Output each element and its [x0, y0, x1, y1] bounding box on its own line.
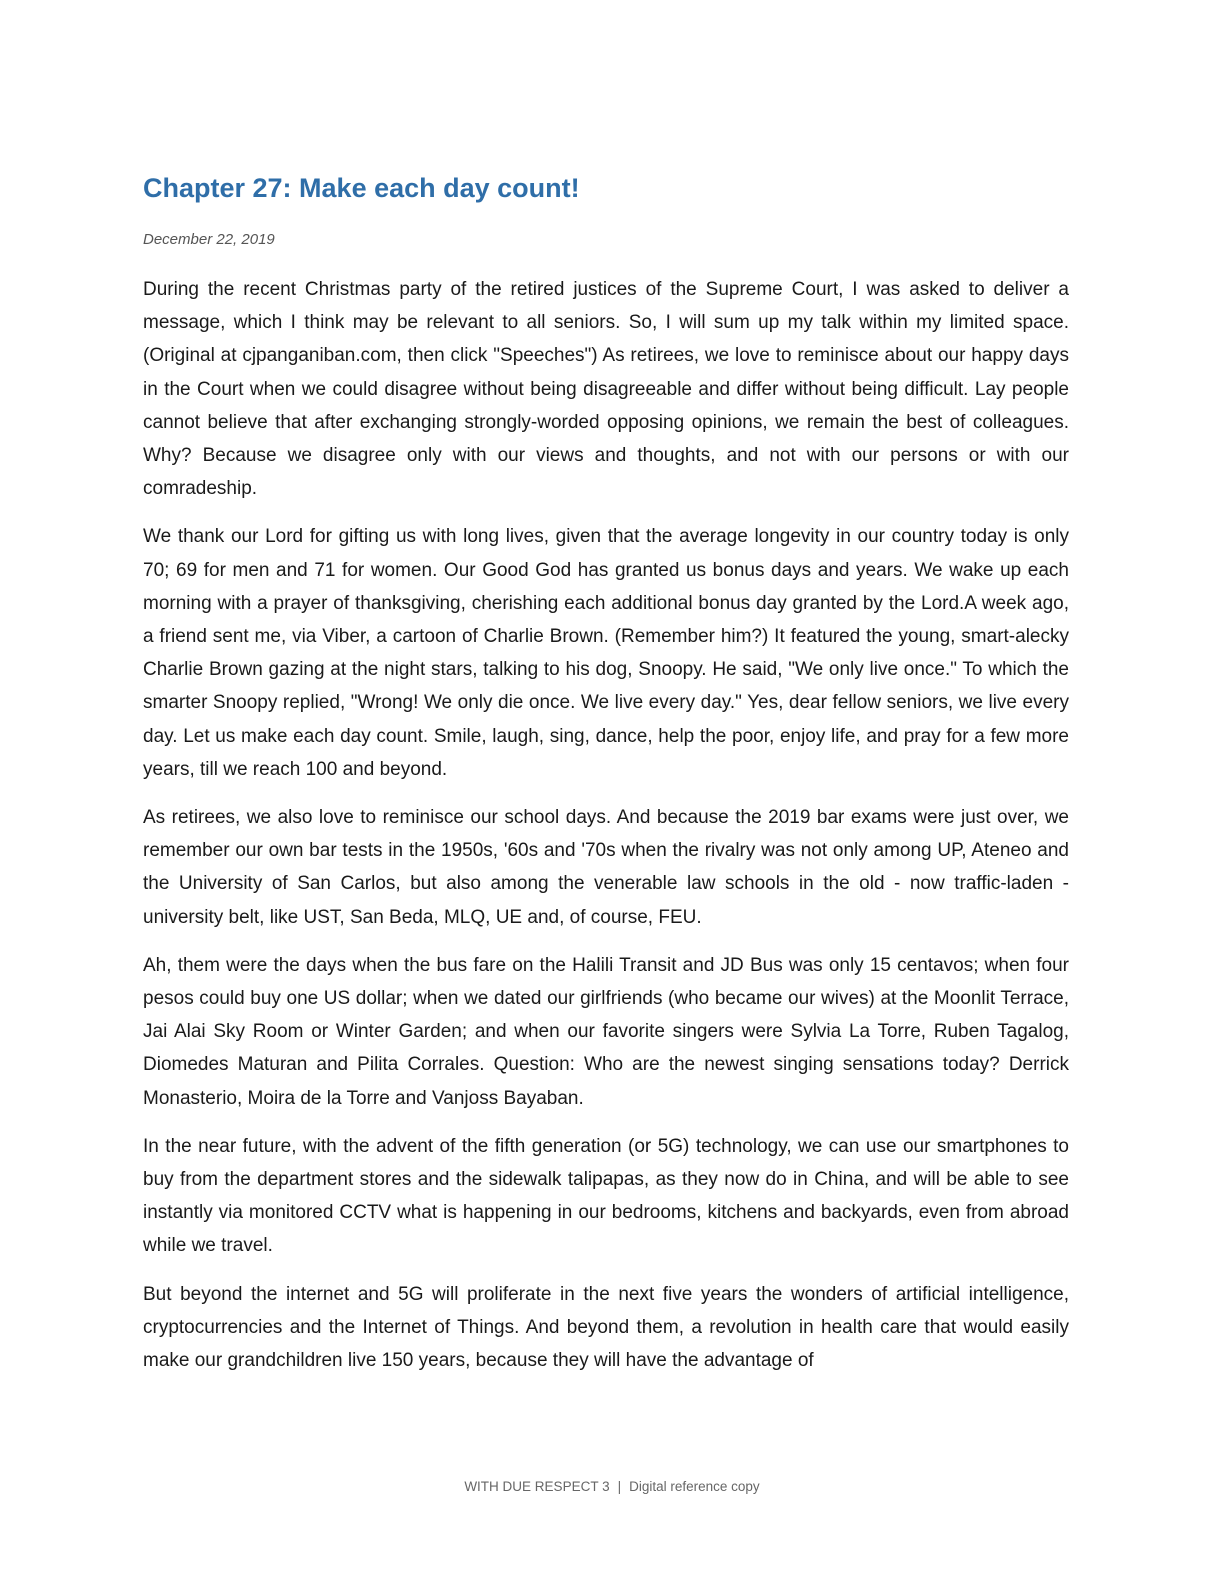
page-footer — [0, 1479, 1224, 1494]
chapter-body — [143, 273, 1069, 1392]
body-paragraph: Ah, them were the days when the bus fare on the Halili Transit and JD Bus was only 15 centavos; when four pesos could buy one US dollar; when we dated our girlfriends (who became our wives) at the Moonlit Terrace, Jai Alai Sky Room or Winter Garden; and when our favorite singers were Sylvia La Torre, Ruben Tagalog, Diomedes Maturan and Pilita Corrales. Question: Who are the newest singing sensations today? Derrick Monasterio, Moira de la Torre and Vanjoss Bayaban. — [143, 954, 1069, 1109]
body-paragraph: In the near future, with the advent of the fifth generation (or 5G) technology, we can use our smartphones to buy from the department stores and the sidewalk talipapas, as they now do in China, and will be able to see instantly via monitored CCTV what is happening in our bedrooms, kitchens and backyards, even from abroad while we travel. — [143, 1135, 1069, 1257]
chapter-title: Chapter 27: Make each day count! — [143, 173, 580, 203]
body-paragraph: During the recent Christmas party of the retired justices of the Supreme Court, I was asked to deliver a message, which I think may be relevant to all seniors. So, I will sum up my talk within my limited space. (Original at cjpanganiban.com, then click "Speeches") As retirees, we love to reminisce about our happy days in the Court when we could disagree without being disagreeable and differ without being difficult. Lay people cannot believe that after exchanging strongly-worded opposing opinions, we remain the best of colleagues. Why? Because we disagree only with our views and thoughts, and not with our persons or with our comradeship. — [143, 279, 1069, 500]
chapter-date: December 22, 2019 — [143, 231, 275, 248]
footer-separator: | — [617, 1479, 622, 1494]
footer-book-title: WITH DUE RESPECT 3 — [464, 1479, 610, 1494]
body-paragraph: We thank our Lord for gifting us with long lives, given that the average longevity in our country today is only 70; 69 for men and 71 for women. Our Good God has granted us bonus days and years. We wake up each morning with a prayer of thanksgiving, cherishing each additional bonus day granted by the Lord.A week ago, a friend sent me, via Viber, a cartoon of Charlie Brown. (Remember him?) It featured the young, smart-alecky Charlie Brown gazing at the night stars, talking to his dog, Snoopy. He said, "We only live once." To which the smarter Snoopy replied, "Wrong! We only die once. We live every day." Yes, dear fellow seniors, we live every day. Let us make each day count. Smile, laugh, sing, dance, help the poor, enjoy life, and pray for a few more years, till we reach 100 and beyond. — [143, 526, 1069, 780]
body-paragraph: As retirees, we also love to reminisce our school days. And because the 2019 bar exams were just over, we remember our own bar tests in the 1950s, '60s and '70s when the rivalry was not only among UP, Ateneo and the University of San Carlos, but also among the venerable law schools in the old - now traffic-laden - university belt, like UST, San Beda, MLQ, UE and, of course, FEU. — [143, 807, 1069, 928]
body-paragraph: But beyond the internet and 5G will proliferate in the next five years the wonders of artificial intelligence, cryptocurrencies and the Internet of Things. And beyond them, a revolution in health care that would easily make our grandchildren live 150 years, because they will have the advantage of — [143, 1283, 1069, 1372]
footer-note: Digital reference copy — [629, 1479, 760, 1494]
